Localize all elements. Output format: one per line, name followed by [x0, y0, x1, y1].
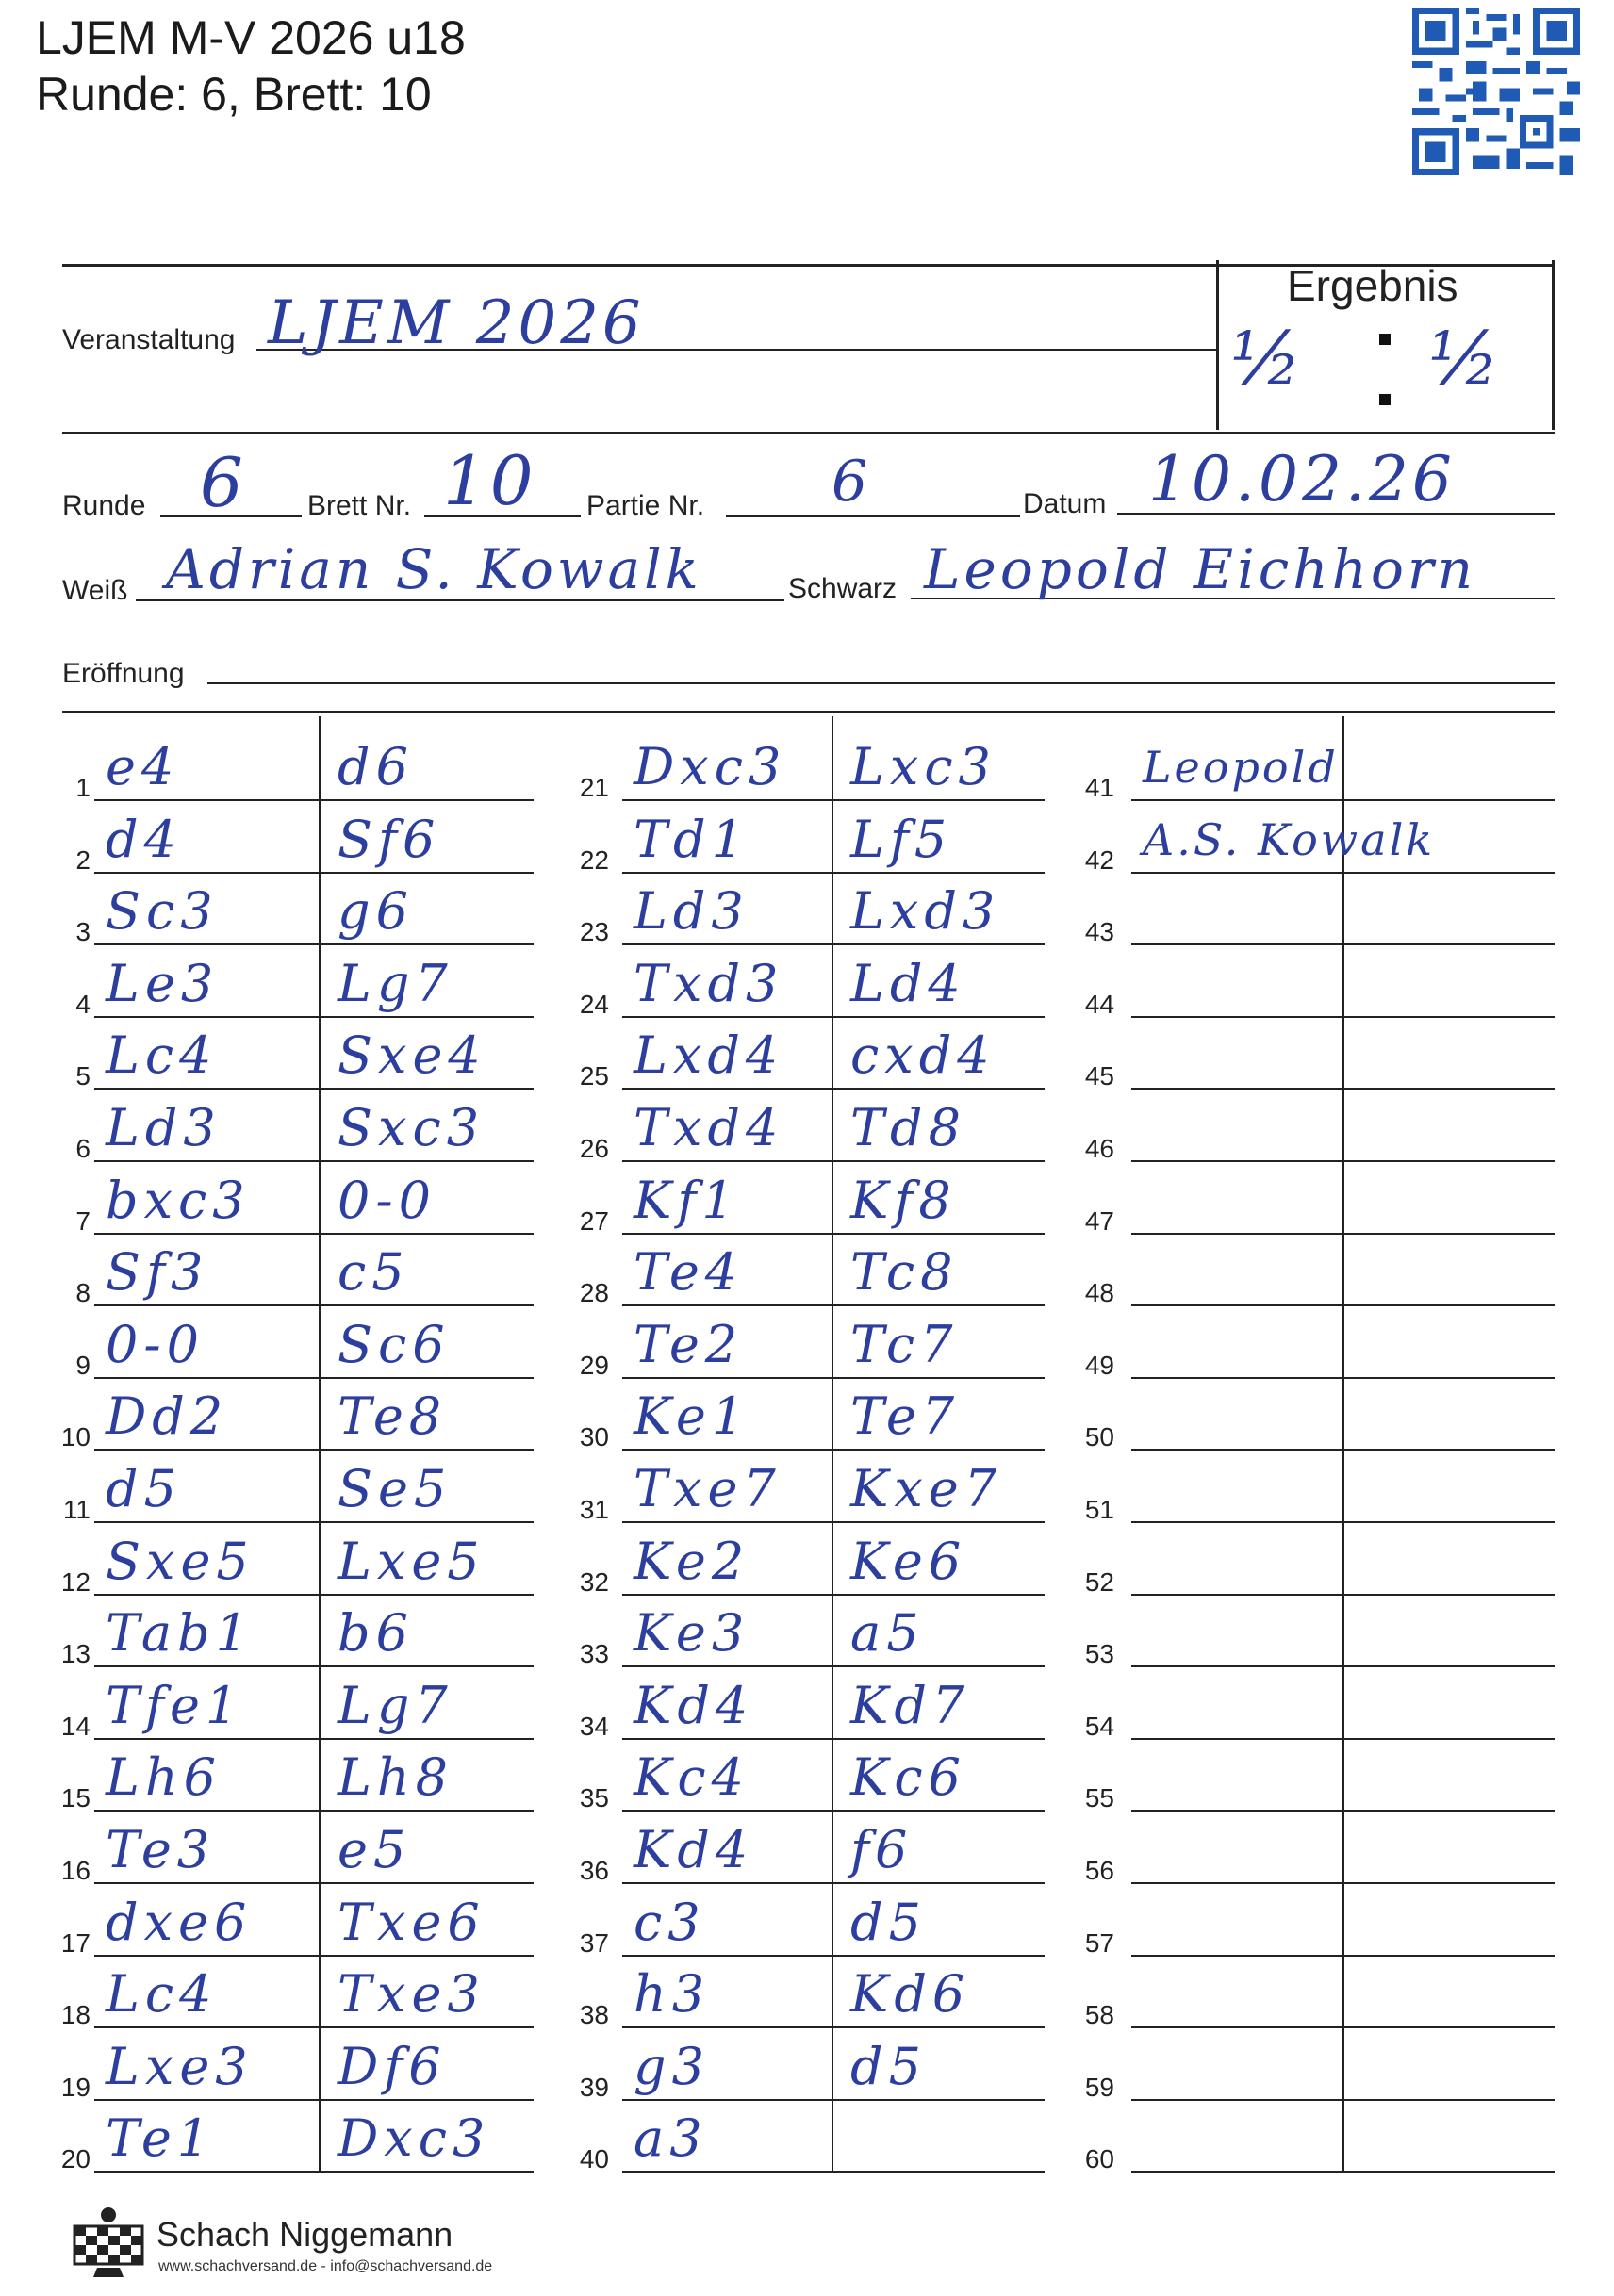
white-move[interactable]: A.S. Kowalk	[1143, 813, 1436, 865]
move-row-line	[1131, 1738, 1555, 1740]
black-move[interactable]: f6	[850, 1820, 914, 1879]
move-number: 16	[60, 1856, 91, 1885]
black-move[interactable]: Lg7	[338, 1675, 453, 1735]
move-row-line	[94, 1955, 534, 1957]
white-move[interactable]: d5	[106, 1459, 182, 1518]
white-move[interactable]: Dxc3	[634, 737, 787, 796]
move-row-line	[622, 1665, 1045, 1667]
move-row-line	[622, 1882, 1045, 1884]
move-number: 35	[579, 1783, 609, 1813]
ergebnis-white[interactable]: ½	[1230, 317, 1306, 402]
black-move[interactable]: Lxc3	[850, 737, 996, 796]
black-move[interactable]: Lg7	[338, 953, 453, 1013]
move-row-line	[1131, 1665, 1555, 1667]
move-number: 26	[579, 1134, 609, 1163]
black-move[interactable]: d6	[338, 737, 414, 796]
move-row-line	[94, 799, 534, 801]
black-move[interactable]: 0-0	[338, 1170, 436, 1230]
black-move[interactable]: c5	[338, 1242, 410, 1303]
move-number: 3	[75, 917, 91, 947]
move-row-line	[94, 1016, 534, 1018]
move-row-line	[622, 1449, 1045, 1451]
move-number: 23	[579, 917, 609, 947]
move-number: 8	[75, 1278, 91, 1308]
black-move[interactable]: cxd4	[850, 1025, 996, 1086]
move-row-line	[1131, 1160, 1555, 1162]
move-number: 5	[75, 1061, 91, 1091]
move-number: 57	[1084, 1927, 1114, 1958]
white-move[interactable]: g3	[634, 2036, 710, 2096]
move-number: 4	[75, 989, 91, 1019]
move-number: 6	[75, 1134, 91, 1163]
moves-column-divider	[832, 716, 833, 2171]
brett-label: Brett Nr.	[307, 490, 412, 521]
datum-label: Datum	[1023, 488, 1107, 519]
move-number: 54	[1084, 1711, 1114, 1741]
black-move[interactable]: d5	[850, 1892, 927, 1952]
move-row-line	[622, 943, 1045, 945]
move-number: 42	[1084, 845, 1114, 875]
move-row-line	[622, 1955, 1045, 1957]
move-row-line	[94, 2171, 534, 2173]
move-number: 29	[579, 1350, 609, 1380]
move-row-line	[1131, 1304, 1555, 1306]
round-board-subtitle: Runde: 6, Brett: 10	[36, 68, 432, 121]
black-move[interactable]: Dxc3	[338, 2108, 491, 2169]
white-move[interactable]: Ld3	[634, 881, 749, 942]
move-row-line	[94, 1810, 534, 1812]
white-move[interactable]: Sf3	[106, 1242, 209, 1303]
white-move[interactable]: Lc4	[106, 1964, 218, 2025]
move-number: 30	[579, 1422, 609, 1452]
move-number: 36	[579, 1856, 609, 1885]
moves-column-divider	[1342, 716, 1344, 2171]
move-number: 55	[1084, 1783, 1114, 1813]
move-row-line	[622, 1088, 1045, 1090]
black-move[interactable]: Sf6	[338, 809, 441, 869]
move-row-line	[94, 1521, 534, 1523]
runde-value[interactable]: 6	[200, 443, 247, 522]
move-number: 14	[60, 1711, 91, 1741]
partie-value[interactable]: 6	[832, 449, 872, 515]
schwarz-value[interactable]: Leopold Eichhorn	[924, 537, 1476, 601]
qr-code	[1412, 8, 1580, 175]
white-move[interactable]: Lxd4	[634, 1025, 784, 1086]
white-move[interactable]: Td1	[634, 809, 749, 869]
black-move[interactable]: g6	[338, 881, 414, 942]
move-number: 19	[60, 2072, 91, 2102]
move-number: 41	[1084, 773, 1114, 802]
black-move[interactable]: Kd6	[850, 1964, 971, 2025]
white-move[interactable]: Te2	[634, 1314, 744, 1374]
black-move[interactable]: Lf5	[850, 809, 953, 869]
move-row-line	[94, 1665, 534, 1667]
black-move[interactable]: Kd7	[850, 1675, 971, 1735]
move-number: 9	[75, 1350, 91, 1380]
move-number: 46	[1084, 1134, 1114, 1163]
move-number: 40	[579, 2144, 609, 2174]
move-row-line	[1131, 872, 1555, 874]
black-move[interactable]: Sc6	[338, 1314, 451, 1374]
ergebnis-colon-dot-bottom	[1379, 394, 1391, 405]
move-number: 50	[1084, 1422, 1114, 1452]
move-row-line	[622, 1377, 1045, 1379]
move-number: 38	[579, 2000, 609, 2030]
white-move[interactable]: Tab1	[106, 1603, 254, 1664]
move-row-line	[94, 1304, 534, 1306]
move-number: 2	[75, 845, 91, 875]
footer-brand: Schach Niggemann	[156, 2215, 453, 2254]
black-move[interactable]: Lxd3	[850, 881, 1001, 942]
ergebnis-colon-dot-top	[1379, 334, 1391, 345]
move-number: 51	[1084, 1495, 1114, 1524]
move-row-line	[622, 1738, 1045, 1740]
move-row-line	[94, 1233, 534, 1235]
ergebnis-label: Ergebnis	[1287, 261, 1458, 310]
move-row-line	[94, 2026, 534, 2028]
brett-value[interactable]: 10	[443, 441, 537, 520]
move-number: 10	[60, 1422, 91, 1452]
move-row-line	[94, 1449, 534, 1451]
black-move[interactable]: b6	[338, 1603, 414, 1664]
veranstaltung-label: Veranstaltung	[62, 324, 236, 355]
move-row-line	[622, 1594, 1045, 1596]
white-move[interactable]: Ke2	[634, 1531, 750, 1591]
white-move[interactable]: h3	[634, 1964, 711, 2025]
move-number: 15	[60, 1783, 91, 1813]
move-row-line	[622, 1016, 1045, 1018]
move-row-line	[94, 1882, 534, 1884]
move-number: 22	[579, 845, 609, 875]
white-move[interactable]: Te4	[634, 1242, 744, 1303]
white-move[interactable]: Lxe3	[106, 2036, 254, 2096]
black-move[interactable]: Sxe4	[338, 1025, 486, 1086]
move-number: 48	[1084, 1278, 1114, 1308]
white-move[interactable]: Sxe5	[106, 1531, 255, 1591]
move-number: 20	[60, 2144, 91, 2174]
white-move[interactable]: a3	[634, 2108, 708, 2169]
white-move[interactable]: Txd3	[634, 953, 784, 1013]
black-move[interactable]: Kxe7	[850, 1459, 1003, 1518]
eroeffnung-line	[207, 682, 1555, 684]
move-row-line	[94, 1594, 534, 1596]
move-number: 34	[579, 1711, 609, 1741]
white-move[interactable]: e4	[106, 737, 180, 796]
white-move[interactable]: dxe6	[106, 1892, 253, 1952]
black-move[interactable]: Se5	[338, 1459, 453, 1518]
move-number: 24	[579, 989, 609, 1019]
move-number: 25	[579, 1061, 609, 1091]
white-move[interactable]: Txe7	[634, 1459, 782, 1518]
move-row-line	[1131, 1955, 1555, 1957]
white-move[interactable]: Lc4	[106, 1025, 218, 1086]
move-row-line	[1131, 1882, 1555, 1884]
white-move[interactable]: Tfe1	[106, 1675, 244, 1735]
move-row-line	[622, 872, 1045, 874]
move-number: 49	[1084, 1350, 1114, 1380]
white-move[interactable]: Lh6	[106, 1747, 222, 1808]
move-row-line	[622, 1810, 1045, 1812]
move-row-line	[1131, 2099, 1555, 2101]
move-row-line	[94, 943, 534, 945]
move-number: 43	[1084, 917, 1114, 947]
move-number: 33	[579, 1639, 609, 1669]
moves-column-divider	[319, 716, 321, 2171]
move-row-line	[94, 1160, 534, 1162]
black-move[interactable]: a5	[850, 1603, 925, 1664]
move-number: 56	[1084, 1856, 1114, 1885]
move-row-line	[622, 1304, 1045, 1306]
move-row-line	[94, 2099, 534, 2101]
move-number: 32	[579, 1566, 609, 1597]
move-number: 12	[60, 1566, 91, 1597]
move-row-line	[622, 2026, 1045, 2028]
white-move[interactable]: Le3	[106, 953, 220, 1013]
black-move[interactable]: Ld4	[850, 953, 966, 1013]
white-move[interactable]: Sc3	[106, 881, 219, 942]
black-move[interactable]: Kf8	[850, 1170, 957, 1230]
black-move[interactable]: Sxc3	[338, 1098, 486, 1157]
white-move[interactable]: Kd4	[634, 1820, 754, 1879]
move-number: 13	[60, 1639, 91, 1669]
weiss-value[interactable]: Adrian S. Kowalk	[166, 537, 702, 601]
move-row-line	[1131, 2026, 1555, 2028]
move-row-line	[622, 1233, 1045, 1235]
move-row-line	[1131, 2171, 1555, 2173]
white-move[interactable]: Kd4	[634, 1675, 754, 1735]
move-row-line	[1131, 1594, 1555, 1596]
move-number: 53	[1084, 1639, 1114, 1669]
partie-label: Partie Nr.	[586, 490, 705, 521]
ergebnis-box-right	[1552, 260, 1555, 430]
white-move[interactable]: Txd4	[634, 1098, 784, 1157]
white-move[interactable]: Dd2	[106, 1386, 229, 1447]
move-row-line	[94, 1088, 534, 1090]
white-move[interactable]: Ke3	[634, 1603, 750, 1664]
move-row-line	[1131, 1521, 1555, 1523]
white-move[interactable]: Ld3	[106, 1098, 222, 1157]
chess-piece-logo-icon	[70, 2204, 147, 2279]
white-move[interactable]: Kf1	[634, 1170, 740, 1230]
black-move[interactable]: Tc7	[850, 1314, 959, 1374]
move-row-line	[622, 2171, 1045, 2173]
move-row-line	[1131, 1233, 1555, 1235]
black-move[interactable]: Txe3	[338, 1964, 486, 2025]
move-number: 27	[579, 1205, 609, 1236]
white-move[interactable]: 0-0	[106, 1314, 205, 1374]
move-number: 37	[579, 1927, 609, 1958]
move-number: 45	[1084, 1061, 1114, 1091]
black-move[interactable]: e5	[338, 1820, 412, 1879]
white-move[interactable]: Ke1	[634, 1386, 750, 1447]
ergebnis-box-left	[1216, 260, 1219, 430]
eroeffnung-label: Eröffnung	[62, 658, 185, 689]
form-row-divider	[62, 432, 1555, 434]
move-number: 21	[579, 773, 609, 802]
white-move[interactable]: d4	[106, 809, 182, 869]
black-move[interactable]: Te7	[850, 1386, 961, 1447]
move-row-line	[1131, 1016, 1555, 1018]
footer-contact: www.schachversand.de - info@schachversand.de	[158, 2258, 493, 2274]
move-number: 44	[1084, 989, 1114, 1019]
black-move[interactable]: Td8	[850, 1098, 966, 1157]
move-row-line	[1131, 943, 1555, 945]
move-row-line	[94, 1738, 534, 1740]
move-row-line	[622, 1521, 1045, 1523]
move-row-line	[94, 872, 534, 874]
move-row-line	[1131, 1449, 1555, 1451]
partie-line	[726, 515, 1020, 517]
runde-label: Runde	[62, 490, 146, 521]
move-number: 28	[579, 1278, 609, 1308]
ergebnis-black[interactable]: ½	[1428, 317, 1504, 402]
move-row-line	[1131, 799, 1555, 801]
move-number: 31	[579, 1495, 609, 1524]
move-row-line	[1131, 1088, 1555, 1090]
move-number: 11	[62, 1495, 91, 1524]
move-number: 47	[1084, 1205, 1114, 1236]
move-number: 17	[60, 1927, 91, 1958]
black-move[interactable]: Te8	[338, 1386, 448, 1447]
move-number: 60	[1084, 2144, 1114, 2174]
move-number: 1	[75, 773, 91, 802]
black-move[interactable]: Txe6	[338, 1892, 486, 1952]
black-move[interactable]: Kc6	[850, 1747, 966, 1808]
move-number: 7	[75, 1205, 91, 1236]
white-move[interactable]: Kc4	[634, 1747, 749, 1808]
move-number: 18	[60, 2000, 91, 2030]
moves-top-border	[62, 711, 1555, 713]
weiss-label: Weiß	[62, 575, 128, 606]
move-row-line	[622, 1160, 1045, 1162]
move-number: 59	[1084, 2072, 1114, 2102]
white-move[interactable]: Leopold	[1143, 742, 1339, 793]
event-title: LJEM M-V 2026 u18	[36, 11, 466, 64]
move-row-line	[1131, 1810, 1555, 1812]
schwarz-label: Schwarz	[788, 573, 898, 604]
move-row-line	[94, 1377, 534, 1379]
white-move[interactable]: Te1	[106, 2108, 216, 2169]
move-number: 58	[1084, 2000, 1114, 2030]
black-move[interactable]: d5	[850, 2036, 927, 2096]
move-number: 52	[1084, 1566, 1114, 1597]
black-move[interactable]: Lxe5	[338, 1531, 486, 1591]
white-move[interactable]: bxc3	[106, 1170, 251, 1230]
white-move[interactable]: Te3	[106, 1820, 216, 1879]
move-row-line	[622, 2099, 1045, 2101]
move-row-line	[1131, 1377, 1555, 1379]
black-move[interactable]: Df6	[338, 2036, 447, 2096]
veranstaltung-value[interactable]: LJEM 2026	[268, 288, 645, 358]
move-number: 39	[579, 2072, 609, 2102]
white-move[interactable]: c3	[634, 1892, 706, 1952]
datum-value[interactable]: 10.02.26	[1148, 443, 1456, 516]
black-move[interactable]: Ke6	[850, 1531, 967, 1591]
black-move[interactable]: Lh8	[338, 1747, 453, 1808]
black-move[interactable]: Tc8	[850, 1242, 959, 1303]
move-row-line	[622, 799, 1045, 801]
